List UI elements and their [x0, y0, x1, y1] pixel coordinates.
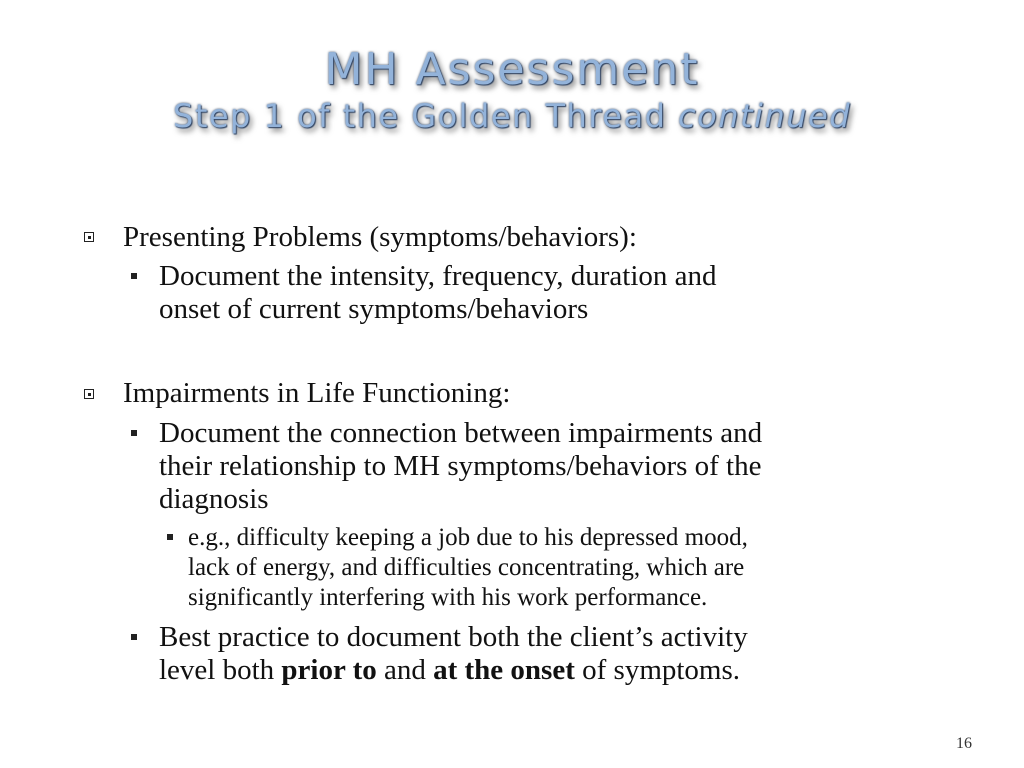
- square-bullet-icon: [84, 232, 94, 242]
- bold-text: at the onset: [433, 654, 575, 686]
- slide-title: [0, 42, 1024, 136]
- title-subtitle-italic: continued: [678, 97, 851, 135]
- title-subtitle-main: Step 1 of the Golden Thread: [173, 97, 679, 135]
- square-bullet-icon: [84, 389, 94, 399]
- text-run: level both: [159, 654, 282, 686]
- impairments-example: [188, 523, 988, 613]
- heading-impairments: Impairments in Life Functioning:: [123, 377, 511, 409]
- bold-text: prior to: [281, 654, 377, 686]
- impairments-item-2: [159, 621, 979, 687]
- heading-presenting-problems: Presenting Problems (symptoms/behaviors):: [123, 221, 637, 253]
- text-line: significantly interfering with his work performance.: [188, 584, 708, 611]
- page-number: 16: [956, 735, 972, 752]
- text-line: Document the intensity, frequency, duration and: [159, 260, 717, 292]
- impairments-item-1: [159, 417, 979, 516]
- bullet-icon: [131, 273, 137, 279]
- presenting-item-1: [159, 260, 979, 326]
- title-main: MH Assessment: [324, 44, 700, 95]
- text-line: Best practice to document both the client’s activity: [159, 621, 748, 653]
- text-line: Document the connection between impairments and: [159, 417, 763, 449]
- bullet-icon: [131, 634, 137, 640]
- text-run: and: [376, 654, 434, 686]
- text-line: e.g., difficulty keeping a job due to his depressed mood,: [188, 524, 748, 551]
- text-line: diagnosis: [159, 483, 269, 515]
- text-line: their relationship to MH symptoms/behaviors of the: [159, 450, 762, 482]
- bullet-icon: [131, 430, 137, 436]
- title-subtitle: [0, 96, 1024, 136]
- text-line: [159, 654, 979, 687]
- text-line: lack of energy, and difficulties concentrating, which are: [188, 554, 745, 581]
- text-run: of symptoms.: [574, 654, 741, 686]
- text-line: onset of current symptoms/behaviors: [159, 293, 589, 325]
- bullet-icon: [167, 534, 173, 540]
